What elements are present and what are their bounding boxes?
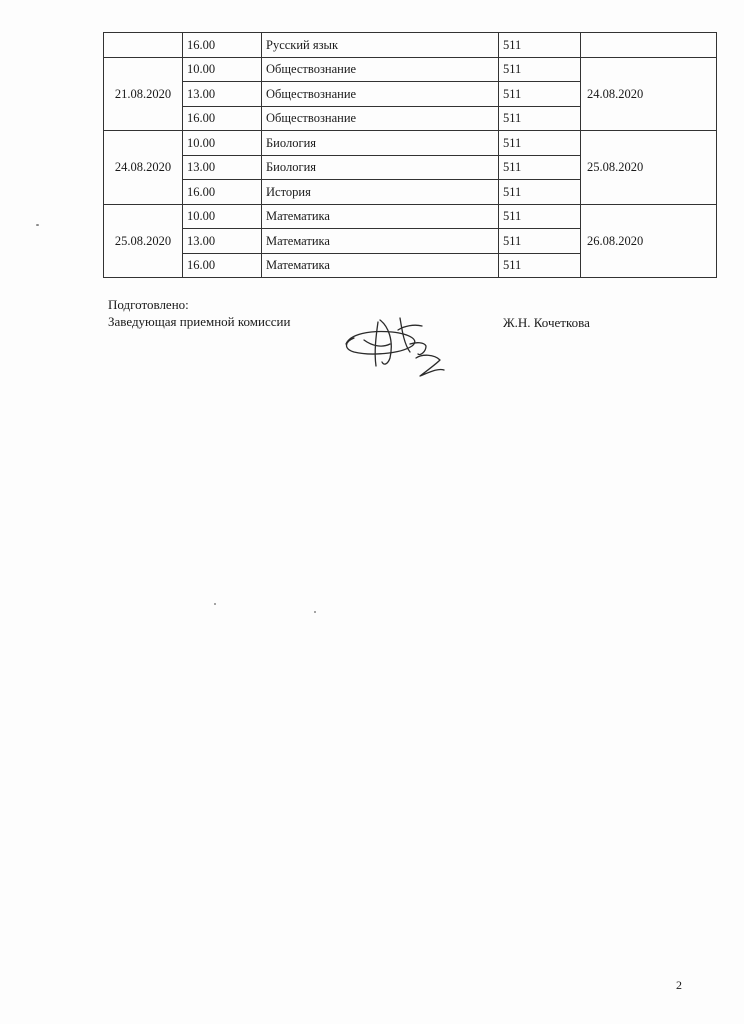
subject-cell: Обществознание: [262, 57, 499, 82]
scan-speck: [314, 611, 316, 613]
prepared-label: Подготовлено:: [108, 297, 189, 312]
table-row: [104, 57, 717, 82]
subject-cell: Математика: [262, 229, 499, 254]
room-cell: 511: [499, 106, 581, 131]
scan-speck: [36, 224, 39, 226]
table-row: [104, 33, 717, 58]
room-cell: 511: [499, 253, 581, 278]
time-cell: 10.00: [183, 131, 262, 156]
room-cell: 511: [499, 57, 581, 82]
time-cell: 10.00: [183, 204, 262, 229]
subject-cell: Русский язык: [262, 33, 499, 58]
signer-name: Ж.Н. Кочеткова: [503, 315, 590, 330]
subject-cell: История: [262, 180, 499, 205]
time-cell: 16.00: [183, 180, 262, 205]
subject-cell: Математика: [262, 253, 499, 278]
room-cell: 511: [499, 131, 581, 156]
result-date-cell: 25.08.2020: [581, 131, 717, 205]
time-cell: 13.00: [183, 82, 262, 107]
table-row: [104, 131, 717, 156]
exam-date-cell: 25.08.2020: [104, 204, 183, 278]
time-cell: 10.00: [183, 57, 262, 82]
result-date-cell: 24.08.2020: [581, 57, 717, 131]
exam-date-cell: [104, 33, 183, 58]
room-cell: 511: [499, 229, 581, 254]
room-cell: 511: [499, 82, 581, 107]
time-cell: 16.00: [183, 106, 262, 131]
signer-position: Заведующая приемной комиссии: [108, 314, 291, 329]
room-cell: 511: [499, 33, 581, 58]
result-date-cell: [581, 33, 717, 58]
room-cell: 511: [499, 155, 581, 180]
table-row: [104, 204, 717, 229]
subject-cell: Биология: [262, 155, 499, 180]
subject-cell: Обществознание: [262, 82, 499, 107]
page-number: 2: [676, 978, 682, 992]
result-date-cell: 26.08.2020: [581, 204, 717, 278]
exam-date-cell: 24.08.2020: [104, 131, 183, 205]
exam-date-cell: 21.08.2020: [104, 57, 183, 131]
scan-speck: [214, 603, 216, 605]
time-cell: 13.00: [183, 229, 262, 254]
time-cell: 16.00: [183, 253, 262, 278]
subject-cell: Математика: [262, 204, 499, 229]
subject-cell: Обществознание: [262, 106, 499, 131]
time-cell: 16.00: [183, 33, 262, 58]
handwritten-signature: [340, 300, 450, 382]
room-cell: 511: [499, 204, 581, 229]
prepared-by-block: [108, 296, 290, 330]
exam-schedule-table: [103, 32, 717, 278]
subject-cell: Биология: [262, 131, 499, 156]
time-cell: 13.00: [183, 155, 262, 180]
room-cell: 511: [499, 180, 581, 205]
